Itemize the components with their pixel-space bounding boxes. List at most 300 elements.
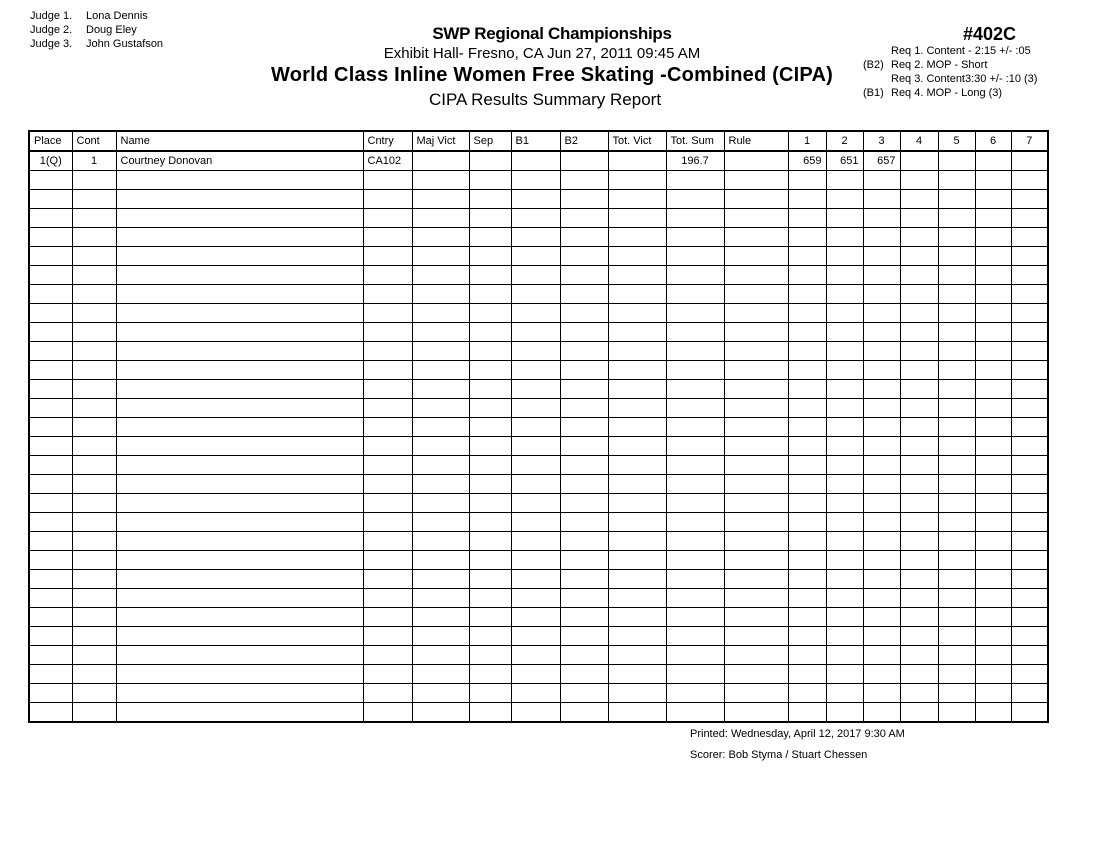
table-row bbox=[29, 684, 1048, 703]
empty-cell bbox=[560, 171, 608, 190]
empty-cell bbox=[938, 494, 975, 513]
empty-cell bbox=[826, 418, 863, 437]
col-sep: Sep bbox=[469, 131, 511, 151]
empty-cell bbox=[608, 190, 666, 209]
col-cont: Cont bbox=[72, 131, 116, 151]
empty-cell bbox=[72, 304, 116, 323]
empty-cell bbox=[116, 399, 363, 418]
cell-b2 bbox=[560, 151, 608, 171]
empty-cell bbox=[863, 323, 900, 342]
empty-cell bbox=[29, 703, 72, 723]
empty-cell bbox=[116, 684, 363, 703]
empty-cell bbox=[938, 703, 975, 723]
empty-cell bbox=[511, 323, 560, 342]
judge-2: Judge 2. Doug Eley bbox=[30, 24, 137, 36]
empty-cell bbox=[116, 171, 363, 190]
empty-cell bbox=[724, 551, 788, 570]
empty-cell bbox=[826, 646, 863, 665]
empty-cell bbox=[938, 665, 975, 684]
table-row bbox=[29, 285, 1048, 304]
results-table bbox=[28, 130, 1049, 723]
empty-cell bbox=[826, 684, 863, 703]
empty-cell bbox=[1011, 608, 1048, 627]
empty-cell bbox=[412, 266, 469, 285]
empty-cell bbox=[72, 570, 116, 589]
empty-cell bbox=[1011, 190, 1048, 209]
empty-cell bbox=[788, 551, 826, 570]
empty-cell bbox=[116, 304, 363, 323]
empty-cell bbox=[412, 532, 469, 551]
empty-cell bbox=[412, 304, 469, 323]
empty-cell bbox=[363, 589, 412, 608]
empty-cell bbox=[724, 684, 788, 703]
empty-cell bbox=[788, 570, 826, 589]
empty-cell bbox=[975, 171, 1011, 190]
empty-cell bbox=[469, 703, 511, 723]
empty-cell bbox=[29, 285, 72, 304]
empty-cell bbox=[826, 475, 863, 494]
empty-cell bbox=[1011, 513, 1048, 532]
empty-cell bbox=[412, 570, 469, 589]
empty-cell bbox=[900, 209, 938, 228]
empty-cell bbox=[1011, 228, 1048, 247]
table-row bbox=[29, 608, 1048, 627]
empty-cell bbox=[826, 665, 863, 684]
empty-cell bbox=[363, 247, 412, 266]
empty-cell bbox=[1011, 304, 1048, 323]
empty-cell bbox=[412, 209, 469, 228]
empty-cell bbox=[863, 342, 900, 361]
empty-cell bbox=[608, 209, 666, 228]
empty-cell bbox=[560, 437, 608, 456]
empty-cell bbox=[608, 304, 666, 323]
empty-cell bbox=[511, 247, 560, 266]
empty-cell bbox=[469, 228, 511, 247]
empty-cell bbox=[826, 627, 863, 646]
empty-cell bbox=[666, 380, 724, 399]
empty-cell bbox=[560, 399, 608, 418]
empty-cell bbox=[863, 399, 900, 418]
col-name: Name bbox=[116, 131, 363, 151]
empty-cell bbox=[900, 684, 938, 703]
empty-cell bbox=[363, 361, 412, 380]
empty-cell bbox=[116, 532, 363, 551]
empty-cell bbox=[666, 190, 724, 209]
empty-cell bbox=[511, 304, 560, 323]
empty-cell bbox=[724, 627, 788, 646]
table-row bbox=[29, 589, 1048, 608]
empty-cell bbox=[788, 190, 826, 209]
empty-cell bbox=[826, 285, 863, 304]
empty-cell bbox=[975, 551, 1011, 570]
empty-cell bbox=[724, 646, 788, 665]
table-row bbox=[29, 418, 1048, 437]
col-rule: Rule bbox=[724, 131, 788, 151]
empty-cell bbox=[511, 551, 560, 570]
empty-cell bbox=[608, 608, 666, 627]
empty-cell bbox=[826, 304, 863, 323]
empty-cell bbox=[72, 190, 116, 209]
empty-cell bbox=[511, 532, 560, 551]
empty-cell bbox=[560, 380, 608, 399]
empty-cell bbox=[469, 323, 511, 342]
empty-cell bbox=[608, 285, 666, 304]
empty-cell bbox=[900, 494, 938, 513]
empty-cell bbox=[826, 513, 863, 532]
empty-cell bbox=[826, 399, 863, 418]
empty-cell bbox=[1011, 209, 1048, 228]
empty-cell bbox=[560, 342, 608, 361]
empty-cell bbox=[469, 608, 511, 627]
empty-cell bbox=[1011, 171, 1048, 190]
empty-cell bbox=[72, 665, 116, 684]
empty-cell bbox=[412, 399, 469, 418]
empty-cell bbox=[116, 665, 363, 684]
empty-cell bbox=[724, 456, 788, 475]
empty-cell bbox=[116, 285, 363, 304]
empty-cell bbox=[900, 266, 938, 285]
empty-cell bbox=[469, 551, 511, 570]
empty-cell bbox=[72, 209, 116, 228]
empty-cell bbox=[826, 247, 863, 266]
empty-cell bbox=[511, 228, 560, 247]
empty-cell bbox=[412, 646, 469, 665]
cell-judge-5 bbox=[938, 151, 975, 171]
empty-cell bbox=[511, 361, 560, 380]
empty-cell bbox=[116, 437, 363, 456]
empty-cell bbox=[826, 171, 863, 190]
empty-cell bbox=[560, 361, 608, 380]
empty-cell bbox=[511, 665, 560, 684]
empty-cell bbox=[724, 399, 788, 418]
empty-cell bbox=[1011, 399, 1048, 418]
empty-cell bbox=[29, 627, 72, 646]
empty-cell bbox=[826, 342, 863, 361]
empty-cell bbox=[1011, 532, 1048, 551]
empty-cell bbox=[666, 513, 724, 532]
empty-cell bbox=[363, 418, 412, 437]
empty-cell bbox=[666, 209, 724, 228]
empty-cell bbox=[724, 266, 788, 285]
empty-cell bbox=[469, 532, 511, 551]
empty-cell bbox=[511, 456, 560, 475]
empty-cell bbox=[560, 247, 608, 266]
empty-cell bbox=[900, 228, 938, 247]
empty-cell bbox=[724, 228, 788, 247]
empty-cell bbox=[363, 513, 412, 532]
empty-cell bbox=[724, 475, 788, 494]
empty-cell bbox=[560, 323, 608, 342]
empty-cell bbox=[900, 323, 938, 342]
empty-cell bbox=[666, 342, 724, 361]
empty-cell bbox=[363, 209, 412, 228]
empty-cell bbox=[469, 646, 511, 665]
empty-cell bbox=[29, 418, 72, 437]
empty-cell bbox=[900, 532, 938, 551]
empty-cell bbox=[29, 475, 72, 494]
empty-cell bbox=[608, 532, 666, 551]
venue-datetime: Exhibit Hall- Fresno, CA Jun 27, 2011 09:45 AM bbox=[383, 45, 701, 62]
empty-cell bbox=[29, 323, 72, 342]
empty-cell bbox=[938, 437, 975, 456]
empty-cell bbox=[29, 361, 72, 380]
empty-cell bbox=[363, 551, 412, 570]
empty-cell bbox=[511, 171, 560, 190]
empty-cell bbox=[826, 570, 863, 589]
empty-cell bbox=[608, 399, 666, 418]
cell-maj-vict bbox=[412, 151, 469, 171]
empty-cell bbox=[363, 627, 412, 646]
empty-cell bbox=[975, 513, 1011, 532]
empty-cell bbox=[511, 209, 560, 228]
empty-cell bbox=[1011, 570, 1048, 589]
empty-cell bbox=[863, 608, 900, 627]
empty-cell bbox=[608, 361, 666, 380]
empty-cell bbox=[975, 209, 1011, 228]
empty-cell bbox=[469, 494, 511, 513]
empty-cell bbox=[608, 228, 666, 247]
empty-cell bbox=[560, 589, 608, 608]
empty-cell bbox=[511, 285, 560, 304]
scorer-names: Scorer: Bob Styma / Stuart Chessen bbox=[690, 749, 868, 761]
empty-cell bbox=[724, 304, 788, 323]
empty-cell bbox=[560, 304, 608, 323]
empty-cell bbox=[666, 304, 724, 323]
empty-cell bbox=[608, 570, 666, 589]
judge-3: Judge 3. John Gustafson bbox=[30, 38, 164, 50]
empty-cell bbox=[938, 646, 975, 665]
empty-cell bbox=[826, 190, 863, 209]
empty-cell bbox=[826, 209, 863, 228]
empty-cell bbox=[72, 475, 116, 494]
empty-cell bbox=[788, 304, 826, 323]
empty-cell bbox=[469, 684, 511, 703]
empty-cell bbox=[511, 646, 560, 665]
empty-cell bbox=[900, 608, 938, 627]
empty-cell bbox=[1011, 646, 1048, 665]
empty-cell bbox=[560, 551, 608, 570]
empty-cell bbox=[724, 570, 788, 589]
empty-cell bbox=[788, 418, 826, 437]
empty-cell bbox=[666, 570, 724, 589]
empty-cell bbox=[666, 266, 724, 285]
empty-cell bbox=[666, 665, 724, 684]
empty-cell bbox=[975, 627, 1011, 646]
empty-cell bbox=[72, 608, 116, 627]
empty-cell bbox=[412, 589, 469, 608]
empty-cell bbox=[938, 228, 975, 247]
empty-cell bbox=[72, 703, 116, 723]
empty-cell bbox=[469, 418, 511, 437]
table-row bbox=[29, 627, 1048, 646]
empty-cell bbox=[1011, 361, 1048, 380]
empty-cell bbox=[608, 589, 666, 608]
empty-cell bbox=[72, 228, 116, 247]
empty-cell bbox=[938, 456, 975, 475]
empty-cell bbox=[72, 361, 116, 380]
empty-cell bbox=[666, 646, 724, 665]
empty-cell bbox=[788, 228, 826, 247]
empty-cell bbox=[975, 190, 1011, 209]
empty-cell bbox=[511, 418, 560, 437]
empty-cell bbox=[975, 323, 1011, 342]
empty-cell bbox=[608, 380, 666, 399]
empty-cell bbox=[363, 608, 412, 627]
table-row bbox=[29, 494, 1048, 513]
empty-cell bbox=[560, 494, 608, 513]
empty-cell bbox=[469, 475, 511, 494]
empty-cell bbox=[724, 380, 788, 399]
empty-cell bbox=[666, 589, 724, 608]
empty-cell bbox=[560, 475, 608, 494]
empty-cell bbox=[412, 171, 469, 190]
empty-cell bbox=[608, 266, 666, 285]
empty-cell bbox=[72, 418, 116, 437]
empty-cell bbox=[363, 190, 412, 209]
empty-cell bbox=[560, 532, 608, 551]
empty-cell bbox=[666, 551, 724, 570]
table-row bbox=[29, 399, 1048, 418]
empty-cell bbox=[29, 437, 72, 456]
empty-cell bbox=[29, 646, 72, 665]
empty-cell bbox=[863, 513, 900, 532]
empty-cell bbox=[975, 304, 1011, 323]
empty-cell bbox=[1011, 627, 1048, 646]
empty-cell bbox=[469, 380, 511, 399]
empty-cell bbox=[938, 589, 975, 608]
col-tot-vict: Tot. Vict bbox=[608, 131, 666, 151]
empty-cell bbox=[788, 475, 826, 494]
empty-cell bbox=[788, 627, 826, 646]
empty-cell bbox=[788, 494, 826, 513]
table-row bbox=[29, 551, 1048, 570]
empty-cell bbox=[938, 627, 975, 646]
cell-sep bbox=[469, 151, 511, 171]
printed-date: Printed: Wednesday, April 12, 2017 9:30 AM bbox=[690, 728, 905, 740]
empty-cell bbox=[900, 342, 938, 361]
empty-cell bbox=[412, 475, 469, 494]
empty-cell bbox=[469, 456, 511, 475]
empty-cell bbox=[72, 627, 116, 646]
empty-cell bbox=[938, 513, 975, 532]
table-row bbox=[29, 513, 1048, 532]
empty-cell bbox=[826, 532, 863, 551]
empty-cell bbox=[900, 304, 938, 323]
empty-cell bbox=[72, 646, 116, 665]
empty-cell bbox=[724, 361, 788, 380]
empty-cell bbox=[863, 247, 900, 266]
empty-cell bbox=[863, 703, 900, 723]
empty-cell bbox=[363, 532, 412, 551]
empty-cell bbox=[412, 285, 469, 304]
empty-cell bbox=[975, 399, 1011, 418]
empty-cell bbox=[863, 532, 900, 551]
competition-title: SWP Regional Championships bbox=[432, 24, 672, 43]
empty-cell bbox=[826, 494, 863, 513]
col-place: Place bbox=[29, 131, 72, 151]
empty-cell bbox=[116, 646, 363, 665]
empty-cell bbox=[116, 456, 363, 475]
empty-cell bbox=[1011, 494, 1048, 513]
empty-cell bbox=[29, 399, 72, 418]
empty-cell bbox=[826, 608, 863, 627]
empty-cell bbox=[511, 627, 560, 646]
empty-cell bbox=[666, 247, 724, 266]
empty-cell bbox=[938, 361, 975, 380]
empty-cell bbox=[116, 608, 363, 627]
empty-cell bbox=[938, 551, 975, 570]
col-judge-1: 1 bbox=[788, 131, 826, 151]
col-judge-3: 3 bbox=[863, 131, 900, 151]
empty-cell bbox=[666, 323, 724, 342]
empty-cell bbox=[608, 513, 666, 532]
empty-cell bbox=[412, 513, 469, 532]
requirement-4: (B1) Req 4. MOP - Long (3) bbox=[863, 87, 1003, 99]
empty-cell bbox=[469, 247, 511, 266]
empty-cell bbox=[469, 209, 511, 228]
empty-cell bbox=[469, 304, 511, 323]
cell-tot-sum: 196.7 bbox=[666, 151, 724, 171]
table-row bbox=[29, 665, 1048, 684]
table-row bbox=[29, 703, 1048, 723]
empty-cell bbox=[412, 684, 469, 703]
empty-cell bbox=[826, 437, 863, 456]
empty-cell bbox=[724, 589, 788, 608]
col-judge-7: 7 bbox=[1011, 131, 1048, 151]
cell-judge-7 bbox=[1011, 151, 1048, 171]
empty-cell bbox=[1011, 684, 1048, 703]
cell-place: 1(Q) bbox=[29, 151, 72, 171]
empty-cell bbox=[826, 703, 863, 723]
empty-cell bbox=[29, 608, 72, 627]
empty-cell bbox=[666, 456, 724, 475]
empty-cell bbox=[863, 171, 900, 190]
empty-cell bbox=[863, 228, 900, 247]
empty-cell bbox=[975, 684, 1011, 703]
empty-cell bbox=[560, 570, 608, 589]
empty-cell bbox=[29, 266, 72, 285]
empty-cell bbox=[29, 171, 72, 190]
empty-cell bbox=[900, 437, 938, 456]
empty-cell bbox=[469, 627, 511, 646]
empty-cell bbox=[511, 342, 560, 361]
empty-cell bbox=[608, 475, 666, 494]
empty-cell bbox=[29, 209, 72, 228]
empty-cell bbox=[975, 380, 1011, 399]
empty-cell bbox=[72, 247, 116, 266]
empty-cell bbox=[900, 171, 938, 190]
empty-cell bbox=[560, 646, 608, 665]
empty-cell bbox=[724, 247, 788, 266]
empty-cell bbox=[975, 247, 1011, 266]
empty-cell bbox=[1011, 380, 1048, 399]
empty-cell bbox=[608, 323, 666, 342]
empty-cell bbox=[826, 589, 863, 608]
empty-cell bbox=[788, 323, 826, 342]
empty-cell bbox=[363, 380, 412, 399]
empty-cell bbox=[863, 627, 900, 646]
empty-cell bbox=[29, 304, 72, 323]
empty-cell bbox=[116, 228, 363, 247]
empty-cell bbox=[29, 380, 72, 399]
empty-cell bbox=[116, 513, 363, 532]
empty-cell bbox=[788, 608, 826, 627]
table-row bbox=[29, 532, 1048, 551]
empty-cell bbox=[560, 266, 608, 285]
empty-cell bbox=[724, 437, 788, 456]
empty-cell bbox=[900, 475, 938, 494]
col-b1: B1 bbox=[511, 131, 560, 151]
